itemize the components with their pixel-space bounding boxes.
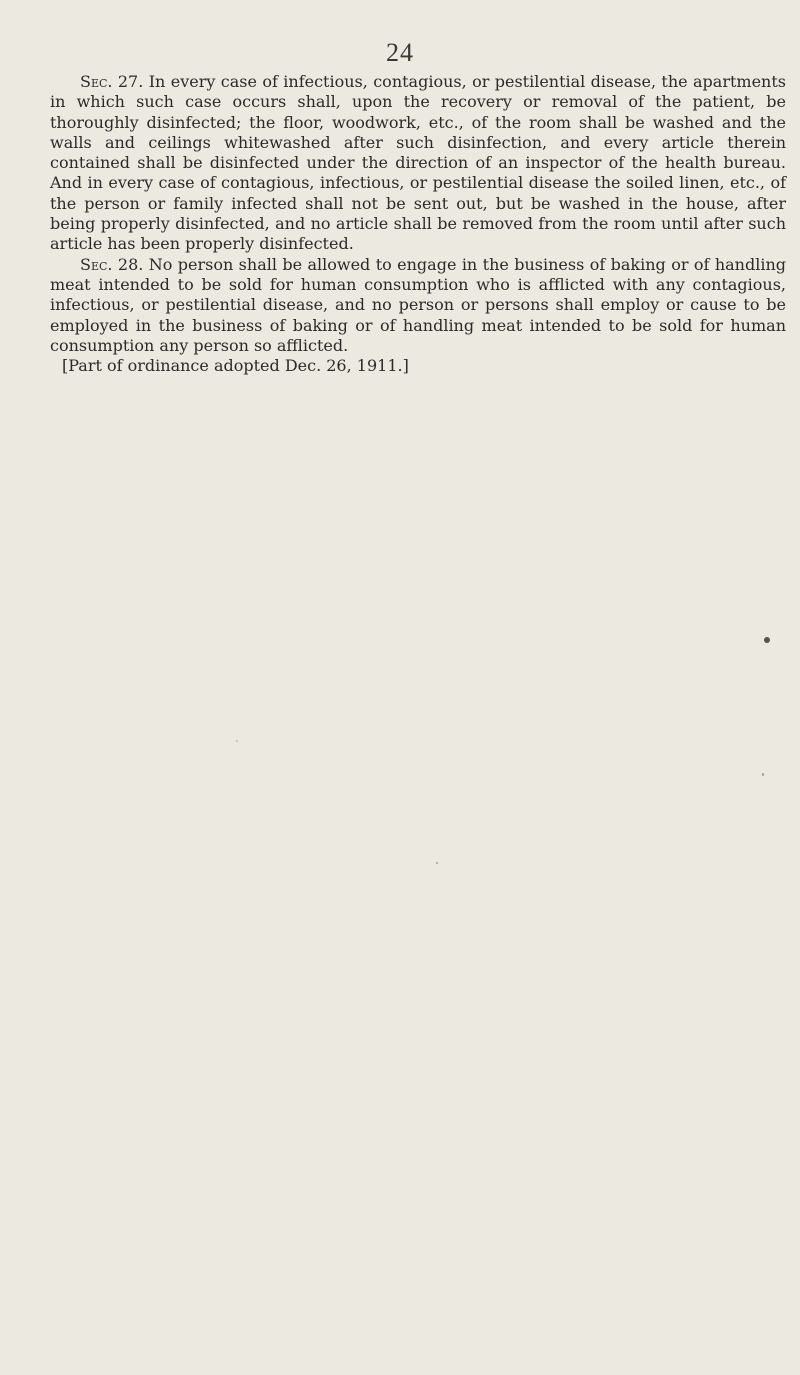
ordinance-footnote: [Part of ordinance adopted Dec. 26, 1911.] bbox=[62, 356, 409, 376]
section-27-body: In every case of infectious, contagious, or pestilential disease, the apartments in which such case occurs shall, upon the recovery or removal of the patient, be thoroughly disinfected; the floor, woodwork, etc., of the room shall be washed and the walls and ceilings whitewashed after such disinfection, and every article therein contained shall be disinfected under the direction of an inspector of the health bureau. And in every case of contagious, infectious, or pestilential disease the soiled linen, etc., of the person or family infected shall not be sent out, but be washed in the house, after being properly disinfected, and no article shall be removed from the room until after such article has been properly disinfected. bbox=[50, 72, 786, 254]
scan-speck bbox=[762, 773, 764, 776]
section-27-label: Sec. 27. bbox=[80, 72, 144, 91]
section-28-body: No person shall be allowed to engage in the business of baking or of handling meat intended to be sold for human consumption who is afflicted with any contagious, infectious, or pestilential disease, and no person or persons shall employ or cause to be employed in the business of baking or of handling meat intended to be sold for human consumption any person so afflicted. bbox=[50, 254, 786, 355]
scan-speck bbox=[764, 637, 770, 643]
ordinance-text bbox=[50, 72, 786, 376]
scan-speck bbox=[436, 862, 438, 864]
scan-speck bbox=[236, 740, 238, 742]
section-28 bbox=[50, 255, 786, 356]
section-28-label: Sec. 28. bbox=[80, 254, 144, 274]
section-27 bbox=[50, 72, 786, 255]
page-number: 24 bbox=[386, 38, 414, 67]
